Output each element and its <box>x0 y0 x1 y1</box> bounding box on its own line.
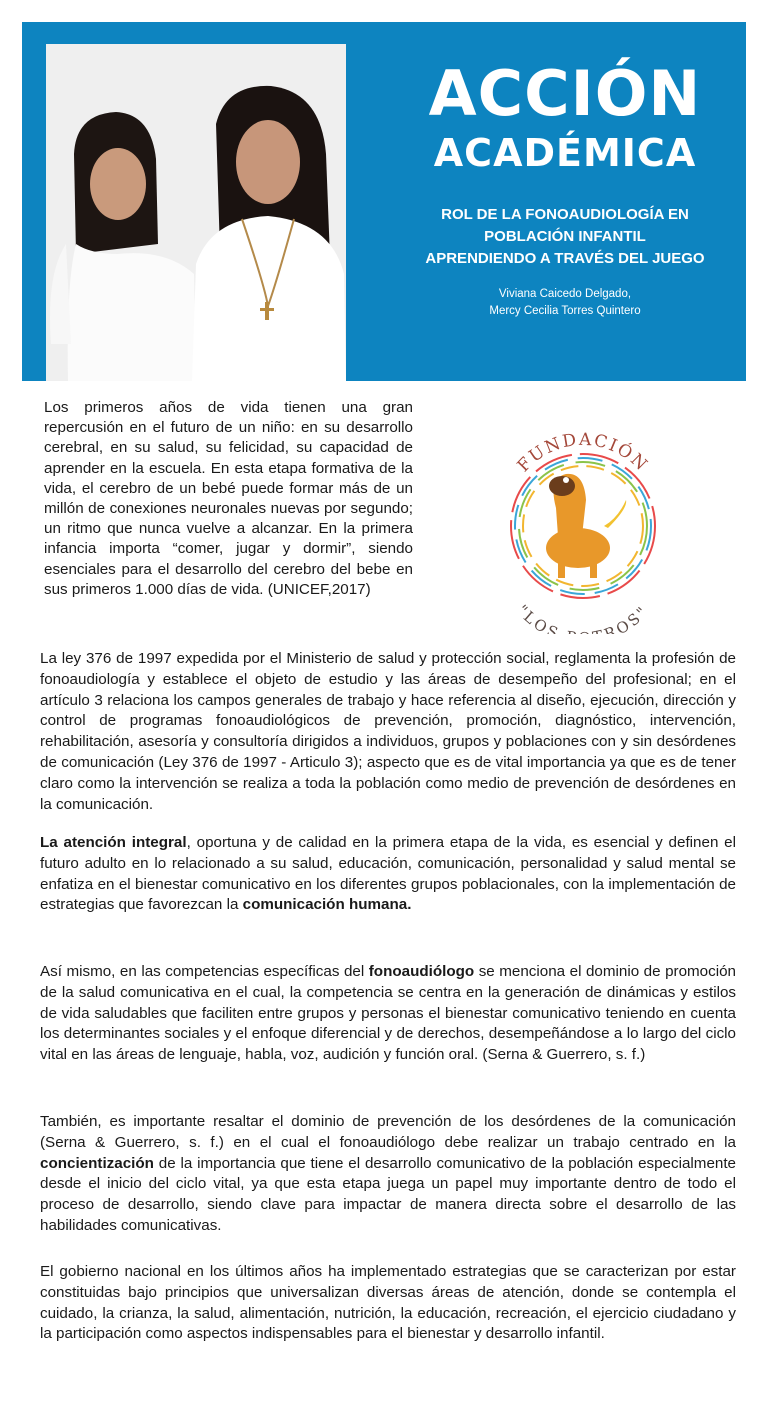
subtitle-line-2: POBLACIÓN INFANTIL <box>484 228 646 245</box>
bold-comunicacion-humana: comunicación humana. <box>242 896 412 914</box>
paragraph-prevencion: También, es importante resaltar el dominio de prevención de los desórdenes de la comunicación (Serna & Guerrero, s. f.) en el cual el fonoaudiólogo debe realizar un trabajo centrado en la concientización de la importancia que tiene el desarrollo comunicativo de la población especialmente desde el inicio del ciclo vital, ya que esta etapa juega un papel muy importante dentro de todo el proceso de desarrollo, siendo clave para impactar de manera directa sobre el desarrollo de las habilidades comunicativas. <box>40 1113 736 1234</box>
bold-fonoaudiologo: fonoaudiólogo <box>368 963 475 980</box>
title-line-1: ACCIÓN <box>428 57 702 130</box>
fundacion-logo-graphic <box>478 408 688 634</box>
paragraph-competencias: Así mismo, en las competencias específicas del fonoaudiólogo se menciona el dominio de promoción de la salud comunicativa en el cual, la competencia se centra en la generación de dinámicas y estilos de vida saludables que faciliten entre grupos y personas el bienestar comunicativo teniendo en cuenta los determinantes sociales y el enfoque diferencial y de derechos, desempeñándose a lo largo del ciclo vital en las áreas de lenguaje, habla, voz, audición y función oral. (Serna & Guerrero, s. f.) <box>40 963 736 1064</box>
header-banner <box>22 22 746 381</box>
bold-concientizacion: concientización <box>40 1154 154 1172</box>
author-1: Viviana Caicedo Delgado, <box>498 288 632 300</box>
author-2: Mercy Cecilia Torres Quintero <box>489 305 641 317</box>
subtitle-line-1: ROL DE LA FONOAUDIOLOGÍA EN <box>441 206 689 223</box>
fundacion-logo <box>478 408 688 634</box>
paragraph-gobierno: El gobierno nacional en los últimos años ha implementado estrategias que se caracterizan por estar constituidas bajo principios que universalizan diversas áreas de atención, donde se contempla el cuidado, la crianza, la salud, alimentación, nutrición, la educación, recreación, el ejercicio ciudadano y la participación como aspectos indispensables para el bienestar y desarrollo infantil. <box>40 1263 736 1343</box>
bold-atencion-integral: La atención integral <box>40 834 187 851</box>
paragraph-atencion-integral: La atención integral, oportuna y de calidad en la primera etapa de la vida, es esencial y definen el futuro adulto en lo relacionado a su salud, educación, comunicación, personalidad y salud mental se enfatiza en el bienestar comunicativo en los diferentes grupos poblacionales, con la implementación de estrategias que favorezcan la comunicación humana. <box>40 834 736 914</box>
authors <box>384 286 746 320</box>
subtitle <box>384 204 746 270</box>
logo-top-text: FUNDACIÓN <box>513 429 653 477</box>
subtitle-line-3: APRENDIENDO A TRAVÉS DEL JUEGO <box>425 250 705 267</box>
title-line-2: ACADÉMICA <box>433 131 697 175</box>
authors-photo <box>46 44 346 381</box>
paragraph-ley-376: La ley 376 de 1997 expedida por el Ministerio de salud y protección social, reglamenta la profesión de fonoaudiología y establece el objeto de estudio y las áreas de desempeño del profesional; en el artículo 3 relaciona los campos generales de trabajo y hace referencia al diseño, ejecución, dirección y control de programas fonoaudiológicos de prevención, promoción, diagnóstico, intervención, rehabilitación, asesoría y consultoría dirigidos a individuos, grupos y poblaciones con y sin desórdenes de comunicación (Ley 376 de 1997 - Articulo 3); aspecto que es de vital importancia ya que es de tener claro como la intervención se realiza a toda la población como medio de prevención de desórdenes en la comunicación. <box>40 650 736 813</box>
logo-bottom-text: "LOS ROS" <box>513 601 653 634</box>
authors-photo-illustration <box>46 44 346 381</box>
intro-paragraph: Los primeros años de vida tienen una gran repercusión en el futuro de un niño: en su desarrollo cerebral, en su salud, su felicidad, su capacidad de aprender en la escuela. En esta etapa formativa de la vida, el cerebro de un bebé puede formar más de un millón de conexiones neuronales nuevas por segundo; un ritmo que nunca vuelve a alcanzar. En la primera infancia importa “comer, jugar y dormir”, siendo esenciales para el desarrollo del cerebro del bebe en sus primeros 1.000 días de vida. (UNICEF,2017) <box>44 399 413 598</box>
